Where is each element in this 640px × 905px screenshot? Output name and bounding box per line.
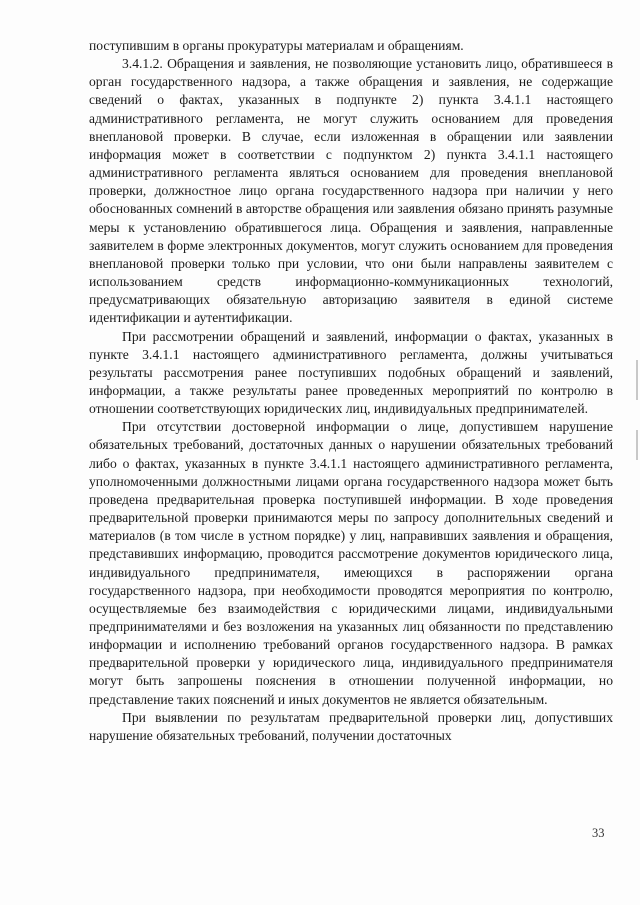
paragraph-preliminary-check: При отсутствии достоверной информации о лице, допустившем нарушение обязательных требований, достаточных данных о нарушении обязательных требований либо о фактах, указанных в пункте 3.4.1.1 настоящего административного регламента, уполномоченными должностными лицами органа государственного надзора может быть проведена предварительная проверка поступившей информации. В ходе проведения предварительной проверки принимаются меры по запросу дополнительных сведений и материалов (в том числе в устном порядке) у лиц, направивших заявления и обращения, представивших информацию, проводится рассмотрение документов юридического лица, индивидуального предпринимателя, имеющихся в распоряжении органа государственного надзора, при необходимости проводятся мероприятия по контролю, осуществляемые без взаимодействия с юридическими лицами, индивидуальными предпринимателями и без возложения на указанных лиц обязанности по представлению информации и исполнению требований органов государственного надзора. В рамках предварительной проверки у юридического лица, индивидуального предпринимателя могут быть запрошены пояснения в отношении полученной информации, но представление таких пояснений и иных документов не является обязательным.	[89, 419, 613, 707]
scan-edge-mark	[636, 430, 638, 460]
paragraph-3-4-1-2: 3.4.1.2. Обращения и заявления, не позволяющие установить лицо, обратившееся в орган государственного надзора, а также обращения и заявления, не содержащие сведений о фактах, указанных в подпункте 2) пункта 3.4.1.1 настоящего административного регламента, не могут служить основанием для проведения внеплановой проверки. В случае, если изложенная в обращении или заявлении информация может в соответствии с подпунктом 2) пункта 3.4.1.1 настоящего административного регламента являться основанием для проведения внеплановой проверки, должностное лицо органа государственного надзора при наличии у него обоснованных сомнений в авторстве обращения или заявления обязано принять разумные меры к установлению обратившегося лица. Обращения и заявления, направленные заявителем в форме электронных документов, могут служить основанием для проведения внеплановой проверки только при условии, что они были направлены заявителем с использованием средств информационно-коммуникационных технологий, предусматривающих обязательную авторизацию заявителя в единой системе идентификации и аутентификации.	[89, 56, 613, 326]
paragraph-consideration: При рассмотрении обращений и заявлений, информации о фактах, указанных в пункте 3.4.1.1 настоящего административного регламента, должны учитываться результаты рассмотрения ранее поступивших подобных обращений и заявлений, информации, а также результаты ранее проведенных мероприятий по контролю в отношении соответствующих юридических лиц, индивидуальных предпринимателей.	[89, 328, 613, 417]
paragraph-continuation: поступившим в органы прокуратуры материалам и обращениям.	[89, 38, 464, 53]
page-number: 33	[592, 826, 605, 840]
scan-edge-mark	[636, 360, 638, 400]
document-body	[89, 37, 613, 745]
paragraph-detection: При выявлении по результатам предварительной проверки лиц, допустивших нарушение обязательных требований, получении достаточных	[89, 709, 613, 743]
